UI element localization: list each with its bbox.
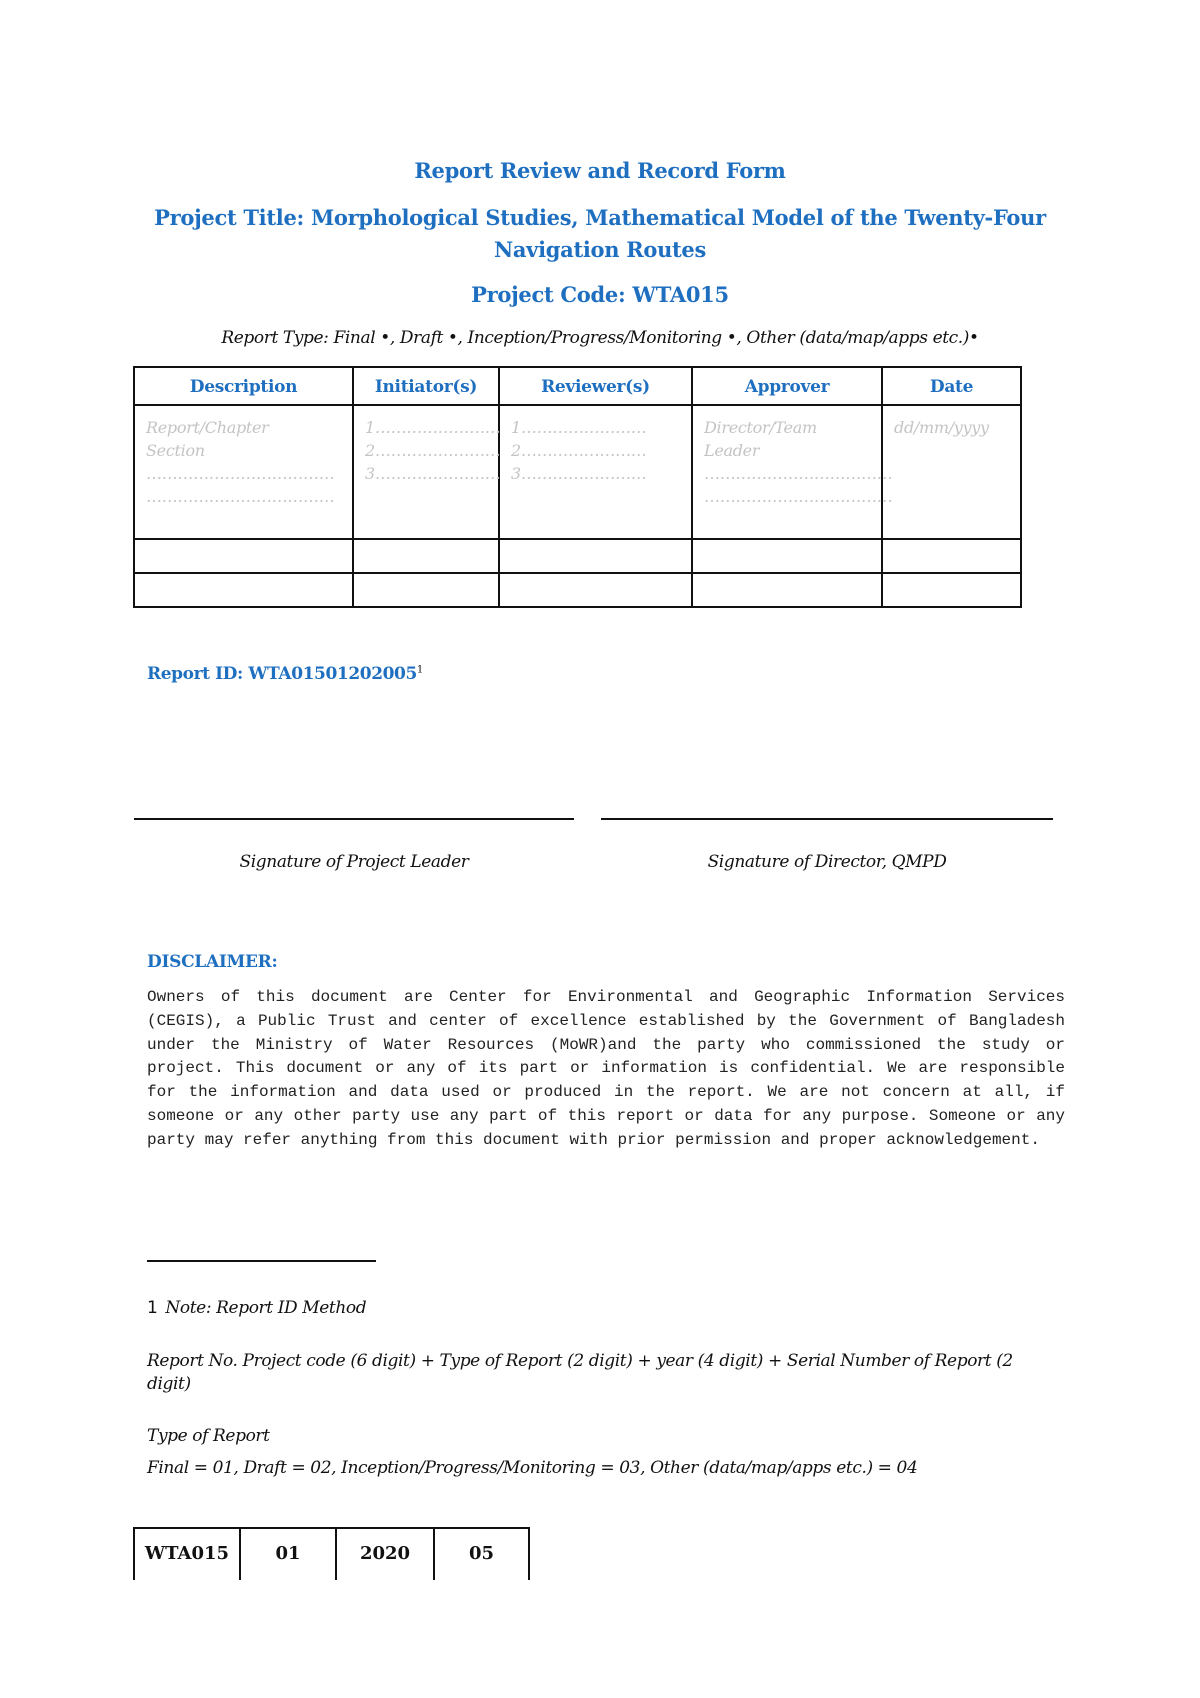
empty-cell[interactable] (692, 573, 882, 607)
review-table-header (134, 367, 1021, 405)
description-dots: ……………………………… (146, 464, 335, 483)
review-table (133, 366, 1022, 608)
empty-cell[interactable] (134, 573, 353, 607)
initiators-cell[interactable] (353, 405, 499, 539)
disclaimer-body: Owners of this document are Center for Environmental and Geographic Information Services (CEGIS), a Public Trust and center of excellence established by the Government of Bangladesh under the Ministry of Water Resources (MoWR)and the party who commissioned the study or project. This document or any of its part or information is confidential. We are responsible for the information and data used or produced in the report. We are not concern at all, if someone or any other party use any part of this report or data for any purpose. Someone or any party may refer anything from this document with prior permission and proper acknowledgement. (147, 988, 1065, 1149)
empty-cell[interactable] (499, 539, 692, 573)
type-of-report-heading: Type of Report (147, 1426, 270, 1446)
project-code: Project Code: WTA015 (471, 282, 729, 307)
table-row (134, 539, 1021, 573)
footnote-note (147, 1298, 366, 1318)
date-hint: dd/mm/yyyy (894, 418, 989, 437)
date-cell[interactable] (882, 405, 1021, 539)
report-id (147, 664, 423, 684)
approver-dots: ……………………………… (704, 487, 893, 506)
id-part-serial: 05 (434, 1528, 529, 1580)
reviewers-cell[interactable] (499, 405, 692, 539)
empty-cell[interactable] (134, 539, 353, 573)
column-header-approver: Approver (692, 367, 882, 405)
approver-hint: Director/Team (704, 418, 817, 437)
signature-line-director (601, 818, 1053, 820)
approver-hint: Leader (704, 441, 760, 460)
report-id-label: Report ID: WTA01501202005 (147, 664, 417, 684)
column-header-reviewers: Reviewer(s) (499, 367, 692, 405)
column-header-date: Date (882, 367, 1021, 405)
description-hint: Report/Chapter (146, 418, 269, 437)
id-part-type: 01 (240, 1528, 336, 1580)
signature-label-director: Signature of Director, QMPD (707, 852, 947, 872)
type-of-report-codes: Final = 01, Draft = 02, Inception/Progress/Monitoring = 03, Other (data/map/apps etc.) = 04 (147, 1458, 918, 1478)
initiator-slot: 3…………………… (365, 464, 501, 483)
id-part-year: 2020 (336, 1528, 434, 1580)
empty-cell[interactable] (353, 573, 499, 607)
id-part-project-code: WTA015 (134, 1528, 240, 1580)
signature-line-project-leader (134, 818, 574, 820)
column-header-initiators: Initiator(s) (353, 367, 499, 405)
description-dots: ……………………………… (146, 487, 335, 506)
approver-cell[interactable] (692, 405, 893, 539)
empty-cell[interactable] (499, 573, 692, 607)
empty-cell[interactable] (692, 539, 882, 573)
reviewer-slot: 3…………………… (511, 464, 647, 483)
signature-label-project-leader: Signature of Project Leader (239, 852, 469, 872)
description-cell[interactable] (134, 405, 353, 539)
table-row (134, 573, 1021, 607)
column-header-description: Description (134, 367, 353, 405)
project-title-line-2: Navigation Routes (493, 237, 707, 262)
footnote-mark[interactable]: 1 (416, 664, 423, 676)
empty-cell[interactable] (882, 573, 1021, 607)
initiator-slot: 1…………………… (365, 418, 501, 437)
initiator-slot: 2…………………… (365, 441, 501, 460)
footnote-note-text: Note: Report ID Method (165, 1298, 367, 1318)
empty-cell[interactable] (353, 539, 499, 573)
report-id-method: Report No. Project code (6 digit) + Type of Report (2 digit) + year (4 digit) + Serial Number of Report (2 digit) (147, 1351, 1013, 1394)
description-hint: Section (146, 441, 205, 460)
report-type-line: Report Type: Final •, Draft •, Inception/Progress/Monitoring •, Other (data/map/apps etc.)• (221, 328, 979, 348)
approver-dots: ……………………………… (704, 464, 893, 483)
table-row-hint (134, 405, 1021, 539)
reviewer-slot: 2…………………… (511, 441, 647, 460)
project-title-line-1: Project Title: Morphological Studies, Mathematical Model of the Twenty-Four (154, 205, 1046, 230)
footnote-separator (147, 1260, 376, 1262)
disclaimer-heading: DISCLAIMER: (147, 952, 278, 972)
footnote-number: 1 (147, 1298, 158, 1318)
form-title: Report Review and Record Form (414, 158, 786, 183)
report-id-breakdown (133, 1527, 530, 1580)
reviewer-slot: 1…………………… (511, 418, 647, 437)
empty-cell[interactable] (882, 539, 1021, 573)
